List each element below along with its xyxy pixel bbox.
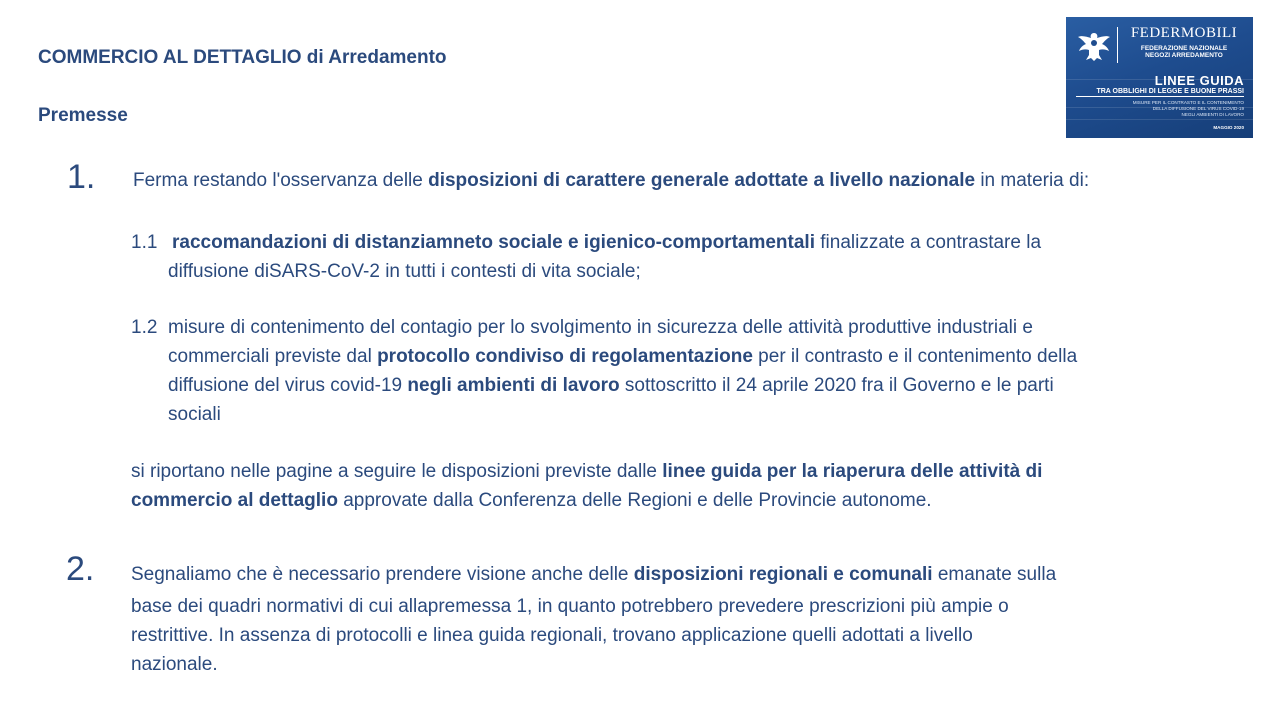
section-2-line-2: base dei quadri normativi di cui allapremessa 1, in quanto potrebbero prevedere prescrizioni più ampie o — [131, 596, 1009, 617]
eagle-icon — [1076, 29, 1112, 63]
item-1-2-line-2: commerciali previste dal protocollo condiviso di regolamentazione per il contrasto e il contenimento della — [168, 346, 1078, 367]
section-2-line-1: Segnaliamo che è necessario prendere visione anche delle disposizioni regionali e comunali emanate sulla — [131, 564, 1057, 585]
item-1-1-text: raccomandazioni di distanziamneto sociale e igienico-comportamentali finalizzate a contrastare la — [172, 232, 1042, 253]
logo-doc-subtitle: TRA OBBLIGHI DI LEGGE E BUONE PRASSI — [1076, 88, 1244, 97]
item-1-2-line-3: diffusione del virus covid-19 negli ambienti di lavoro sottoscritto il 24 aprile 2020 fra il Governo e le parti — [168, 375, 1054, 396]
section-2-line-3: restrittive. In assenza di protocolli e linea guida regionali, trovano applicazione quelli adottati a livello — [131, 625, 973, 646]
section-1-closing-line-2: commercio al dettaglio approvate dalla Conferenza delle Regioni e delle Provincie autonome. — [131, 490, 932, 511]
section-1-number: 1. — [67, 158, 96, 196]
item-1-1-text-cont: diffusione diSARS-CoV-2 in tutti i contesti di vita sociale; — [168, 261, 641, 282]
item-1-2-line-4: sociali — [168, 404, 221, 425]
section-2-number: 2. — [66, 550, 95, 588]
item-1-2-label: 1.2 — [131, 317, 158, 338]
page-title: COMMERCIO AL DETTAGLIO di Arredamento — [38, 47, 447, 68]
item-1-1-label: 1.1 — [131, 232, 158, 253]
logo-date: MAGGIO 2020 — [1213, 125, 1244, 130]
logo-doc-title: LINEE GUIDA — [1154, 73, 1244, 88]
item-1-2-line-1: misure di contenimento del contagio per lo svolgimento in sicurezza delle attività produttive industriali e — [168, 317, 1033, 338]
section-1-closing-line-1: si riportano nelle pagine a seguire le disposizioni previste dalle linee guida per la riaperura delle attività di — [131, 461, 1043, 482]
section-heading: Premesse — [38, 105, 128, 126]
logo-brand-subtitle: FEDERAZIONE NAZIONALE NEGOZI ARREDAMENTO — [1140, 45, 1228, 59]
federmobili-logo — [1066, 17, 1253, 138]
logo-doc-description: MISURE PER IL CONTRASTO E IL CONTENIMENTO DELLA DIFFUSIONE DEL VIRUS COVID-19 NEGLI AMBIENTI DI LAVORO — [1132, 100, 1244, 117]
section-1-intro: Ferma restando l'osservanza delle disposizioni di carattere generale adottate a livello nazionale in materia di: — [133, 170, 1090, 191]
section-2-line-4: nazionale. — [131, 654, 218, 675]
logo-brand: FEDERMOBILI — [1130, 25, 1238, 41]
